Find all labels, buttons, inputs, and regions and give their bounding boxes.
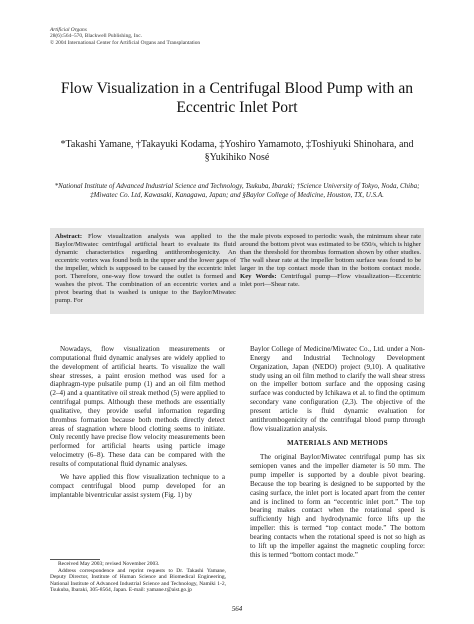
page-number: 564 [231,605,243,613]
section-heading: MATERIALS AND METHODS [287,440,388,448]
body-paragraph: We have applied this flow visualization technique to a compact centrifugal blood pump developed for an implantable biventricular assist system (Fig. 1) by [50,472,225,499]
key-words: Centrifugal pump—Flow visualization—Eccentric inlet port—Shear rate. [240,273,421,288]
affiliations: *National Institute of Advanced Industrial Science and Technology, Tsukuba, Ibaraki; †Science University of Tokyo, Noda, Chiba; ‡Miwatec Co. Ltd, Kawasaki, Kanagawa, Japan; and §Baylor College of Medicine, Houston, TX, U.S.A. [54,182,420,199]
footnote-received: Received May 2003; revised November 2003. [58,561,160,567]
abstract-box [50,228,424,314]
body-paragraph: Nowadays, flow visualization measurements or computational fluid dynamic analyses are widely applied to the development of artificial hearts. To visualize the wall shear stresses, a paint erosion method was used for a diaphragm-type pulsatile pump (1) and an oil film method (2–4) and a quantitative oil streak method (5) were applied to centrifugal pumps. Although these methods are essentially qualitative, they provide useful information regarding thrombus formation because both methods directly detect areas of stagnation where blood clotting seems to initiate. Only recently have precise flow velocity measurements been performed for artificial hearts using particle image velocimetry (6–8). These data can be compared with the results of computational fluid dynamic analyses. [50,345,225,468]
article-title: Flow Visualization in a Centrifugal Blood Pump with an Eccentric Inlet Port [60,80,414,116]
journal-citation: 28(6):564–570, Blackwell Publishing, Inc. [50,33,142,40]
key-words-label: Key Words: [240,273,277,280]
journal-copyright: © 2004 International Center for Artificial Organs and Transplantation [50,39,201,46]
footnote-correspondence: Address correspondence and reprint requests to Dr. Takashi Yamane, Deputy Director, Institute of Human Science and Biomedical Engineering, National Institute of Advanced Industrial Science and Technology, Namiki 1-2, Tsukuba, Ibaraki, 305-8564, Japan. E-mail: yamane.t@aist.go.jp [50,567,226,594]
footnote-divider [50,559,100,560]
abstract-right-column [240,233,421,289]
body-left-column [50,345,225,499]
abstract-text-left: Flow visualization analysis was applied to the Baylor/Miwatec centrifugal artificial heart to evaluate its fluid dynamic characteristics regarding antithrombogenicity. An eccentric vortex was found both in the upper and the lower gaps of the impeller, which is supposed to be caused by the eccentric inlet port. Therefore, one-way flow toward the outlet is formed and washes the pivot. The combination of an eccentric vortex and a pivot bearing that is washed is unique to the Baylor/Miwatec pump. For [55,233,236,304]
footnote [50,561,226,594]
abstract-text-right: the male pivots exposed to periodic wash, the minimum shear rate around the bottom pivot was estimated to be 650/s, which is higher than the threshold for thrombus formation shown by other studies. The wall shear rate at the impeller bottom surface was found to be larger in the top contact mode than in the bottom contact mode. [240,233,421,272]
body-right-column [250,345,425,559]
body-paragraph: Baylor College of Medicine/Miwatec Co., Ltd. under a Non-Energy and Industrial Technology Development Organization, Japan (NEDO) project (9,10). A qualitative study using an oil film method to clarify the wall shear stress on the impeller bottom surface and the opposing casing surface was conducted by Ichikawa et al. to find the optimum secondary vane configuration (2,3). The objective of the present article is fluid dynamic evaluation for antithrombogenicity of the centrifugal blood pump through flow visualization analysis. [250,345,425,433]
journal-name: Artificial Organs [50,27,87,33]
abstract-label: Abstract: [55,233,83,240]
journal-header [50,27,200,46]
author-list: *Takashi Yamane, †Takayuki Kodama, ‡Yoshiro Yamamoto, ‡Toshiyuki Shinohara, and §Yukihiko Nosé [60,139,414,163]
abstract-left-column [55,233,236,305]
body-paragraph: The original Baylor/Miwatec centrifugal pump has six semiopen vanes and the impeller diameter is 50 mm. The pump impeller is supported by a double pivot bearing. Because the top bearing is designed to be supported by the casing surface, the inlet port is located apart from the center and is inclined to form an “eccentric inlet port.” The top bearing makes contact when the rotational speed is sufficiently high and hydrodynamic force lifts up the impeller: this is termed “top contact mode.” The bottom bearing contacts when the rotational speed is not so high as to lift up the impeller against the magnetic coupling force: this is termed “bottom contact mode.” [250,453,425,559]
